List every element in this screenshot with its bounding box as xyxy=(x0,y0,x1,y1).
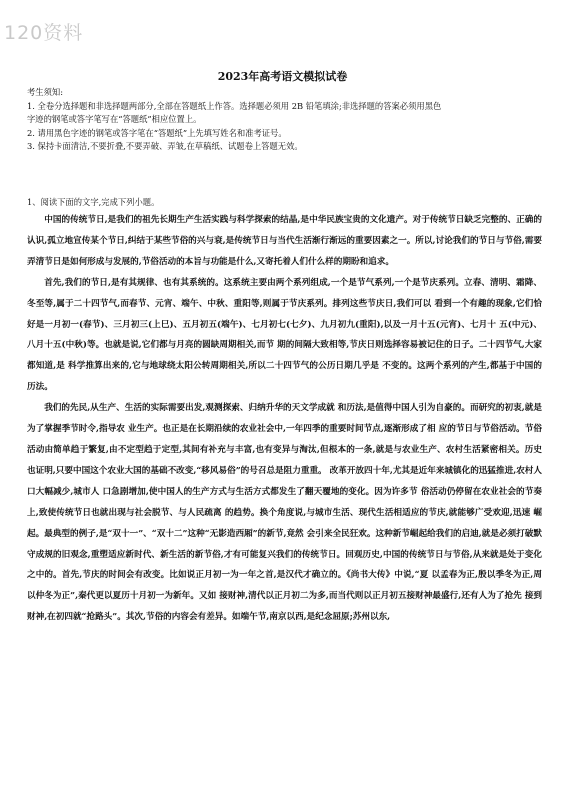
exam-notice xyxy=(27,86,542,154)
notice-heading: 考生须知: xyxy=(27,87,63,97)
passage-paragraph: 我们的先民,从生产、生活的实际需要出发,观测探索、归纳升华的天文学成就 和历法,是值得中国人引为自豪的。而研究的初衷,就是为了掌握季节时令,指导农 业生产。也正是在长期沿续的农业社会中,一年四季的重要时间节点,逐渐形成了相 应的节日与节俗活动。节俗活动由简单趋于繁复,由不定型趋于定型,其间有补充与丰富,也有变异与淘汰,但根本的一条,就是与农业生产、农村生活紧密相关。历史 也证明,只要中国这个农业大国的基础不改变,“移风易俗”的号召总是阻力重重。 改革开放四十年,尤其是近年来城镇化的迅猛推进,农村人口大幅减少,城市人 口急剧增加,使中国人的生产方式与生活方式都发生了翻天覆地的变化。因为许多节 俗活动仍停留在农业社会的节奏上,致使传统节日也就出现与社会脱节、与人民疏离 的趋势。换个角度说,与城市生活、现代生活相适应的节庆,就能够广受欢迎,迅速 崛起。最典型的例子,是“双十一”、“双十二”这种“无影造西厢”的新节,竟然 会引来全民狂欢。这种新节崛起给我们的启迪,就是必须打破默守成规的旧观念,重塑适应新时代、新生活的新节俗,才有可能复兴我们的传统节日。回观历史,中国的传统节日与节俗,从来就是处于变化之中的。首先,节庆的时间会有改变。比如说正月初一为一年之首,是汉代才确立的。《尚书大传》中说,“夏 以孟春为正,殷以季冬为正,周以仲冬为正”,秦代更以夏历十月初一为新年。又如 接财神,清代以正月初二为多,而当代则以正月初五接财神最盛行,还有人为了抢先 接到财神,在初四就“抢路头”。其次,节俗的内容会有差异。如端午节,南京以西,是纪念屈原;苏州以东, xyxy=(27,403,542,623)
notice-item: 字迹的钢笔或答字笔写在“答题纸”相应位置上。 xyxy=(27,114,202,125)
passage-paragraph: 首先,我们的节日,是有其规律、也有其系统的。这系统主要由两个系列组成,一个是节气系列,一个是节庆系列。立春、清明、霜降、冬至等,属于二十四节气,而春节、元宵、端午、中秋、重阳等,则属于节庆系列。排列这些节庆日,我们可以 看到一个有趣的现象,它们恰好是一月初一(春节)、三月初三(上巳)、五月初五(端午)、七月初七(七夕)、九月初九(重阳),以及一月十五(元宵)、七月十 五(中元)、八月十五(中秋)等。也就是说,它们都与月亮的圆缺周期相关,而节 期的间隔大致相等,节庆日则选择容易被记住的日子。二十四节气,大家都知道,是 科学推算出来的,它与地球绕太阳公转周期相关,所以二十四节气的公历日期几乎是 不变的。这两个系列的产生,都基于中国的历法。 xyxy=(27,277,542,393)
reading-passage xyxy=(27,210,542,628)
question-prompt: 1、阅读下面的文字,完成下列小题。 xyxy=(27,197,160,207)
page-title: 2023年高考语文模拟试卷 xyxy=(217,70,348,83)
notice-item: 2. 请用黑色字迹的钢笔或答字笔在“答题纸”上先填写姓名和准考证号。 xyxy=(27,127,287,138)
passage-paragraph: 中国的传统节日,是我们的祖先长期生产生活实践与科学探索的结晶,是中华民族宝贵的文化遗产。对于传统节日缺乏完整的、正确的认识,孤立地宣传某个节日,纠结于某些节俗的兴与衰,是传统节日与当代生活渐行渐远的重要因素之一。所以,讨论我们的节日与节俗,需要弄清节日是如何形成与发展的,节俗活动的本旨与功能是什么,又寄托着人们什么样的期盼和追求。 xyxy=(27,215,542,267)
watermark: 120资料 xyxy=(4,22,84,44)
notice-item: 1. 全卷分选择题和非选择题两部分,全部在答题纸上作答。选择题必须用 2B 铅笔填涂;非选择题的答案必须用黑色 xyxy=(27,100,442,111)
notice-item: 3. 保持卡面清洁,不要折叠,不要弄破、弄皱,在草稿纸、试题卷上答题无效。 xyxy=(27,141,303,152)
